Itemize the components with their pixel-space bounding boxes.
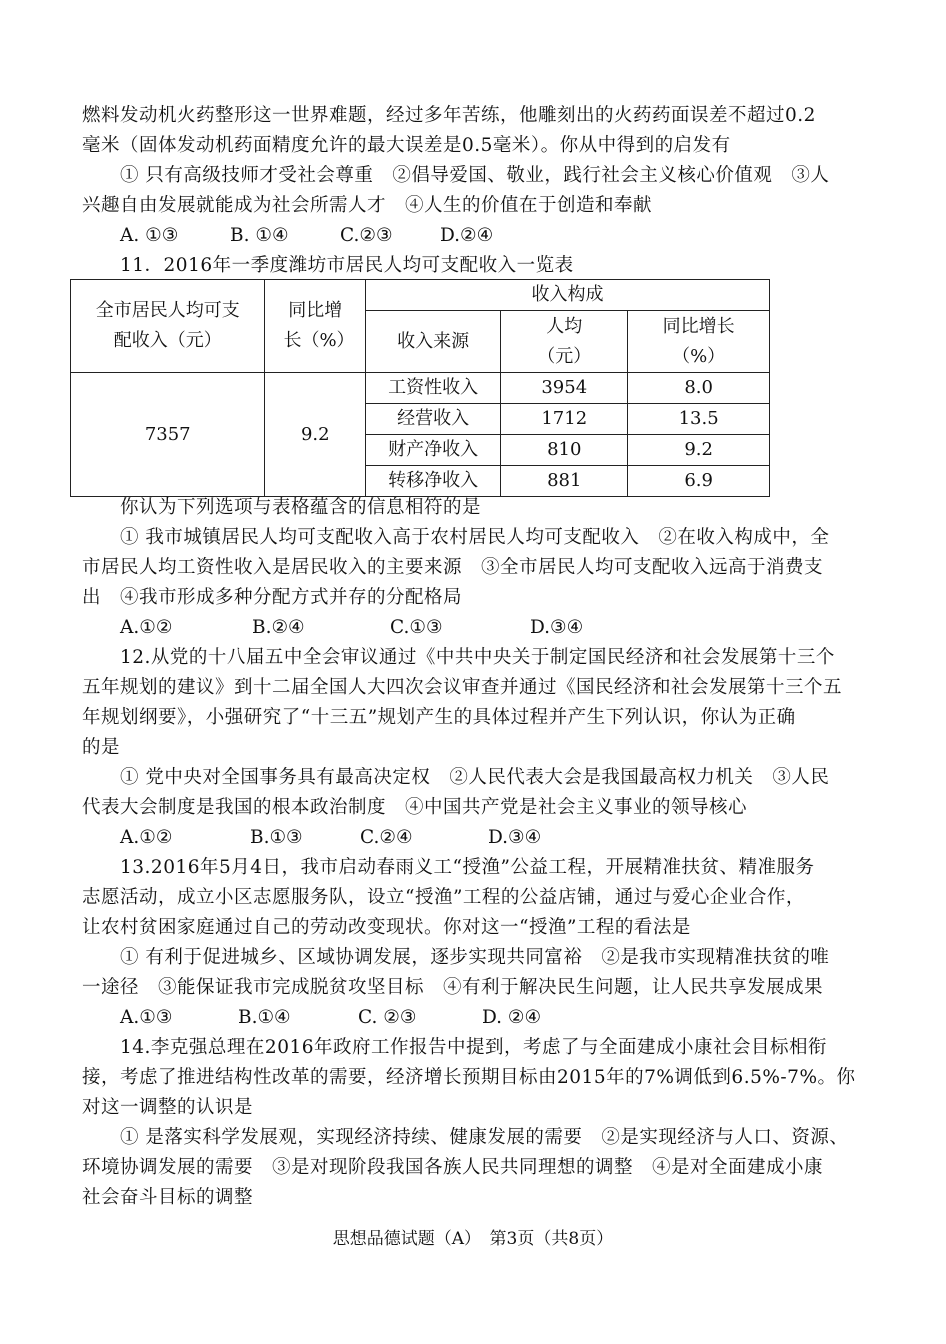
row-per-capita: 1712 [501, 404, 628, 435]
income-table [70, 279, 770, 497]
header-growth: 同比增长（%） [265, 280, 366, 373]
q12-stem-line: 五年规划的建议》到十二届全国人大四次会议审查并通过《国民经济和社会发展第十三个五 [82, 677, 843, 698]
q12-stem-line: 12.从党的十八届五中全会审议通过《中共中央关于制定国民经济和社会发展第十三个 [120, 647, 835, 668]
header-income-structure: 收入构成 [366, 280, 770, 311]
row-source: 财产净收入 [366, 435, 501, 466]
q13-option-b[interactable]: B.①④ [238, 1007, 291, 1028]
q12-option-d[interactable]: D.③④ [488, 827, 542, 848]
q10-statement-line: 兴趣自由发展就能成为社会所需人才 ④人生的价值在于创造和奉献 [82, 195, 653, 216]
row-source: 工资性收入 [366, 373, 501, 404]
q10-option-a[interactable]: A. ①③ [120, 225, 179, 246]
q13-options [120, 1003, 541, 1033]
q10-stem-line: 燃料发动机火药整形这一世界难题，经过多年苦练，他雕刻出的火药药面误差不超过0.2 [82, 105, 816, 126]
q14-statement-line: 环境协调发展的需要 ③是对现阶段我国各族人民共同理想的调整 ④是对全面建成小康 [82, 1157, 824, 1178]
q14-statement-line: ① 是落实科学发展观，实现经济持续、健康发展的需要 ②是实现经济与人口、资源、 [120, 1127, 849, 1148]
q13-stem-line: 志愿活动，成立小区志愿服务队，设立“授渔”工程的公益店铺，通过与爱心企业合作， [82, 887, 805, 908]
row-growth: 9.2 [628, 435, 770, 466]
q14-stem-line: 对这一调整的认识是 [82, 1097, 254, 1118]
q11-title: 11．2016年一季度潍坊市居民人均可支配收入一览表 [120, 255, 574, 276]
row-per-capita: 881 [501, 466, 628, 497]
q10-option-c[interactable]: C.②③ [340, 225, 393, 246]
header-per-capita: 人均（元） [501, 311, 628, 373]
row-source: 转移净收入 [366, 466, 501, 497]
q11-option-c[interactable]: C.①③ [390, 617, 443, 638]
row-per-capita: 3954 [501, 373, 628, 404]
q12-option-c[interactable]: C.②④ [360, 827, 413, 848]
row-growth: 13.5 [628, 404, 770, 435]
q11-statement-line: 市居民人均工资性收入是居民收入的主要来源 ③全市居民人均可支配收入远高于消费支 [82, 557, 824, 578]
q11-options [120, 613, 583, 643]
q10-stem-line: 毫米（固体发动机药面精度允许的最大误差是0.5毫米）。你从中得到的启发有 [82, 135, 731, 156]
q14-statement-line: 社会奋斗目标的调整 [82, 1187, 254, 1208]
q13-stem-line: 让农村贫困家庭通过自己的劳动改变现状。你对这一“授渔”工程的看法是 [82, 917, 691, 938]
q11-question: 你认为下列选项与表格蕴含的信息相符的是 [120, 497, 482, 518]
header-total-income: 全市居民人均可支配收入（元） [71, 280, 265, 373]
row-growth: 6.9 [628, 466, 770, 497]
q12-stem-line: 的是 [82, 737, 121, 758]
header-sub-growth: 同比增长（%） [628, 311, 770, 373]
q12-option-b[interactable]: B.①③ [250, 827, 303, 848]
growth-value: 9.2 [265, 373, 366, 497]
q10-option-b[interactable]: B. ①④ [230, 225, 289, 246]
q14-stem-line: 14.李克强总理在2016年政府工作报告中提到，考虑了与全面建成小康社会目标相衔 [120, 1037, 828, 1058]
row-per-capita: 810 [501, 435, 628, 466]
q13-option-a[interactable]: A.①③ [120, 1007, 173, 1028]
q12-stem-line: 年规划纲要》，小强研究了“十三五”规划产生的具体过程并产生下列认识，你认为正确 [82, 707, 796, 728]
q12-option-a[interactable]: A.①② [120, 827, 173, 848]
q11-option-a[interactable]: A.①② [120, 617, 173, 638]
q11-option-d[interactable]: D.③④ [530, 617, 584, 638]
q13-option-c[interactable]: C. ②③ [358, 1007, 417, 1028]
q13-statement-line: ① 有利于促进城乡、区域协调发展，逐步实现共同富裕 ②是我市实现精准扶贫的唯 [120, 947, 830, 968]
header-income-source: 收入来源 [366, 311, 501, 373]
q13-statement-line: 一途径 ③能保证我市完成脱贫攻坚目标 ④有利于解决民生问题，让人民共享发展成果 [82, 977, 824, 998]
total-income-value: 7357 [71, 373, 265, 497]
q10-statement-line: ① 只有高级技师才受社会尊重 ②倡导爱国、敬业，践行社会主义核心价值观 ③人 [120, 165, 830, 186]
q12-statement-line: 代表大会制度是我国的根本政治制度 ④中国共产党是社会主义事业的领导核心 [82, 797, 748, 818]
q12-statement-line: ① 党中央对全国事务具有最高决定权 ②人民代表大会是我国最高权力机关 ③人民 [120, 767, 830, 788]
q14-stem-line: 接，考虑了推进结构性改革的需要，经济增长预期目标由2015年的7%调低到6.5%-7%。你 [82, 1067, 856, 1088]
q11-option-b[interactable]: B.②④ [252, 617, 305, 638]
q12-options [120, 823, 541, 853]
q13-option-d[interactable]: D. ②④ [482, 1007, 542, 1028]
q10-options [120, 221, 493, 251]
q11-statement-line: ① 我市城镇居民人均可支配收入高于农村居民人均可支配收入 ②在收入构成中，全 [120, 527, 830, 548]
q11-statement-line: 出 ④我市形成多种分配方式并存的分配格局 [82, 587, 463, 608]
q10-option-d[interactable]: D.②④ [440, 225, 494, 246]
page-footer: 思想品德试题（A） 第3页（共8页） [332, 1229, 614, 1249]
q13-stem-line: 13.2016年5月4日，我市启动春雨义工“授渔”公益工程，开展精准扶贫、精准服务 [120, 857, 815, 878]
table-row [71, 373, 770, 404]
row-source: 经营收入 [366, 404, 501, 435]
row-growth: 8.0 [628, 373, 770, 404]
